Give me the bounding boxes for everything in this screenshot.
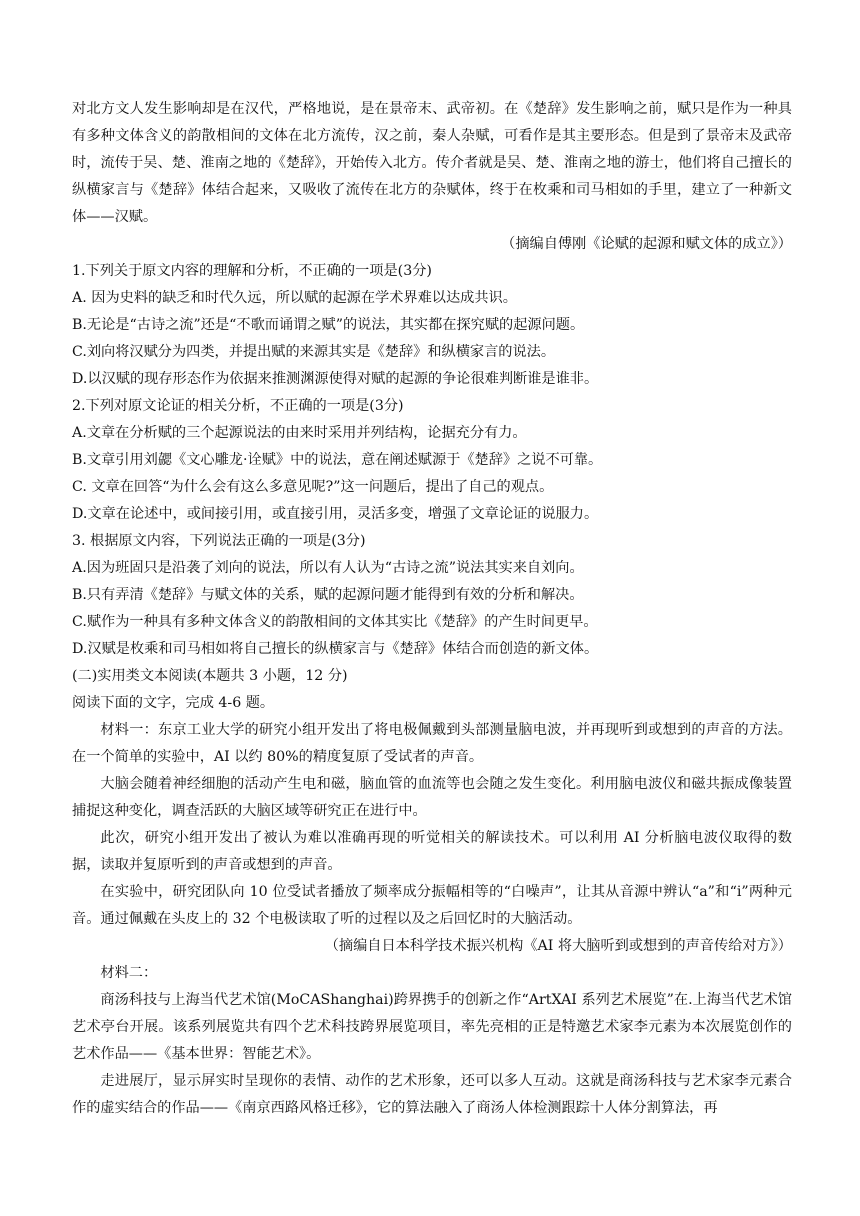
option-c: C. 文章在回答“为什么会有这么多意见呢?”这一问题后，提出了自己的观点。: [72, 479, 554, 495]
material-one: [72, 717, 792, 960]
material-two: [72, 960, 792, 1122]
document-page: [72, 96, 792, 1122]
option-b: B.无论是“古诗之流”还是“不歌而诵谓之赋”的说法，其实都在探究赋的起源问题。: [72, 317, 585, 333]
question-1: [72, 258, 792, 393]
material-paragraph: 此次，研究小组开发出了被认为难以准确再现的听觉相关的解读技术。可以利用 AI 分析脑电波仪取得的数据，读取并复原听到的声音或想到的声音。: [72, 830, 792, 873]
option-b: B.文章引用刘勰《文心雕龙·诠赋》中的说法，意在阐述赋源于《楚辞》之说不可靠。: [72, 452, 603, 468]
option-a: A. 因为史料的缺乏和时代久远，所以赋的起源在学术界难以达成共识。: [72, 290, 517, 306]
question-stem: 2.下列对原文论证的相关分析，不正确的一项是(3分): [72, 398, 404, 414]
material-one-source: （摘编自日本科学技术振兴机构《AI 将大脑听到或想到的声音传给对方》）: [324, 938, 792, 954]
material-paragraph: 走进展厅，显示屏实时呈现你的表情、动作的艺术形象，还可以多人互动。这就是商汤科技与艺术家李元素合作的虚实结合的作品——《南京西路风格迁移》，它的算法融入了商汤人体检测跟踪十人体分割算法，再: [72, 1073, 792, 1116]
option-a: A.文章在分析赋的三个起源说法的由来时采用并列结构，论据充分有力。: [72, 425, 527, 441]
option-c: C.赋作为一种具有多种文体含义的韵散相间的文体其实比《楚辞》的产生时间更早。: [72, 614, 598, 630]
option-a: A.因为班固只是沿袭了刘向的说法，所以有人认为“古诗之流”说法其实来自刘向。: [72, 560, 584, 576]
section-heading: (二)实用类文本阅读(本题共 3 小题，12 分): [72, 668, 348, 684]
option-d: D.汉赋是枚乘和司马相如将自己擅长的纵横家言与《楚辞》体结合而创造的新文体。: [72, 641, 599, 657]
option-d: D.文章在论述中，或间接引用，或直接引用，灵活多变，增强了文章论证的说服力。: [72, 506, 599, 522]
option-c: C.刘向将汉赋分为四类，并提出赋的来源其实是《楚辞》和纵横家言的说法。: [72, 344, 556, 360]
question-2: [72, 393, 792, 528]
option-b: B.只有弄清《楚辞》与赋文体的关系，赋的起源问题才能得到有效的分析和解决。: [72, 587, 584, 603]
material-paragraph: 大脑会随着神经细胞的活动产生电和磁，脑血管的血流等也会随之发生变化。利用脑电波仪和磁共振成像装置捕捉这种变化，调查活跃的大脑区域等研究正在进行中。: [72, 776, 792, 819]
material-label: 材料二：: [100, 965, 158, 981]
material-paragraph: 材料一：东京工业大学的研究小组开发出了将电极佩戴到头部测量脑电波，并再现听到或想到的声音的方法。在一个简单的实验中，AI 以约 80%的精度复原了受试者的声音。: [72, 722, 792, 765]
question-3: [72, 528, 792, 663]
passage1-paragraph: 对北方文人发生影响却是在汉代，严格地说，是在景帝末、武帝初。在《楚辞》发生影响之前，赋只是作为一种具有多种文体含义的韵散相间的文体在北方流传，汉之前，秦人杂赋，可看作是其主要形态。但是到了景帝末及武帝时，流传于吴、楚、淮南之地的《楚辞》，开始传入北方。传介者就是吴、楚、淮南之地的游士，他们将自己擅长的纵横家言与《楚辞》体结合起来，又吸收了流传在北方的杂赋体，终于在枚乘和司马相如的手里，建立了一种新文体——汉赋。: [72, 101, 792, 225]
question-stem: 3. 根据原文内容，下列说法正确的一项是(3分): [72, 533, 366, 549]
material-paragraph: 在实验中，研究团队向 10 位受试者播放了频率成分振幅相等的“白噪声”，让其从音源中辨认“a”和“i”两种元音。通过佩戴在头皮上的 32 个电极读取了听的过程以及之后回忆时的大脑活动。: [72, 884, 792, 927]
section-instruction: 阅读下面的文字，完成 4-6 题。: [72, 695, 275, 711]
option-d: D.以汉赋的现存形态作为依据来推测渊源使得对赋的起源的争论很难判断谁是谁非。: [72, 371, 599, 387]
passage1-source: （摘编自傅刚《论赋的起源和赋文体的成立》）: [501, 236, 792, 252]
question-stem: 1.下列关于原文内容的理解和分析，不正确的一项是(3分): [72, 263, 432, 279]
material-paragraph: 商汤科技与上海当代艺术馆(MoCAShanghai)跨界携手的创新之作“ArtXAI 系列艺术展览”在.上海当代艺术馆艺术亭台开展。该系列展览共有四个艺术科技跨界展览项目，率先亮相的正是特邀艺术家李元素为本次展览创作的艺术作品——《基本世界：智能艺术》。: [72, 992, 792, 1062]
